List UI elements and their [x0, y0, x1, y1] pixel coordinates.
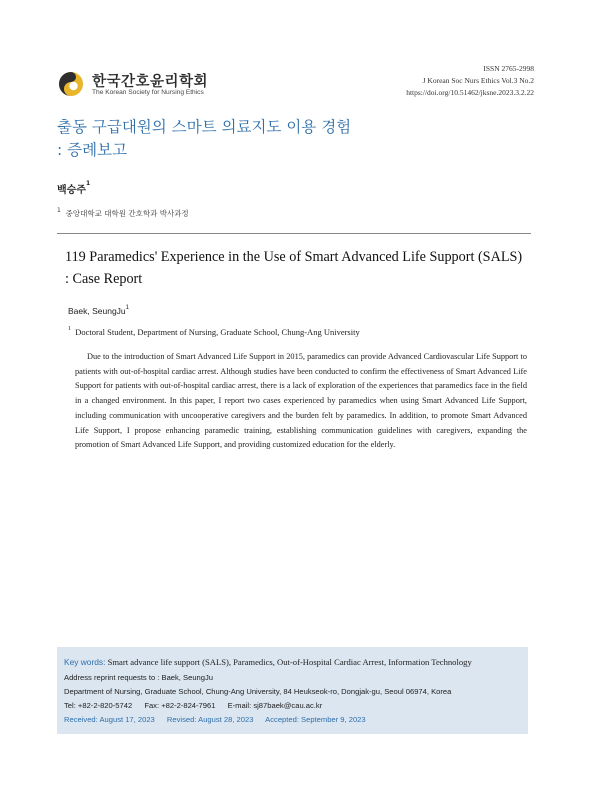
doi-link[interactable]: https://doi.org/10.51462/jksne.2023.3.2.22	[406, 88, 534, 97]
english-author-sup: 1	[125, 305, 129, 311]
english-affiliation	[68, 327, 360, 337]
section-divider	[57, 233, 531, 234]
korean-affil-text: 중앙대학교 대학원 간호학과 박사과정	[65, 209, 189, 218]
english-affil-sup: 1	[68, 326, 71, 332]
society-logo-icon	[58, 71, 84, 97]
english-title-line1: 119 Paramedics' Experience in the Use of Smart Advanced Life Support (SALS)	[65, 249, 523, 265]
email[interactable]: E-mail: sj87baek@cau.ac.kr	[227, 701, 323, 710]
issn: ISSN 2765-2998	[483, 64, 534, 73]
department-line: Department of Nursing, Graduate School, Chung-Ang University, 84 Heukseok-ro, Dongjak-gu, Seoul 06974, Korea	[64, 687, 452, 696]
korean-title	[57, 116, 351, 162]
fax: Fax: +82-2-824-7961	[144, 701, 216, 710]
journal-citation: J Korean Soc Nurs Ethics Vol.3 No.2	[422, 76, 534, 85]
korean-author-sup: 1	[85, 180, 91, 187]
keywords-label: Key words:	[64, 657, 106, 667]
revised-date: Revised: August 28, 2023	[166, 715, 254, 724]
telephone: Tel: +82-2-820-5742	[64, 701, 133, 710]
korean-affiliation	[57, 208, 189, 219]
english-author-name: Baek, SeungJu	[68, 306, 126, 316]
english-title-line2: : Case Report	[65, 271, 143, 287]
korean-title-line1: 출동 구급대원의 스마트 의료지도 이용 경험	[57, 118, 352, 136]
keywords-text: Smart advance life support (SALS), Paramedics, Out-of-Hospital Cardiac Arrest, Information Technology	[107, 657, 472, 667]
contact-line	[64, 701, 322, 710]
article-info-box	[57, 647, 528, 734]
english-affil-text: Doctoral Student, Department of Nursing, Graduate School, Chung-Ang University	[75, 327, 360, 337]
received-date: Received: August 17, 2023	[64, 715, 155, 724]
korean-title-line2: : 증례보고	[57, 141, 128, 159]
korean-author-name: 백승주	[57, 185, 86, 196]
society-name-en: The Korean Society for Nursing Ethics	[92, 89, 204, 96]
address-line: Address reprint requests to : Baek, SeungJu	[64, 673, 214, 682]
journal-meta	[406, 63, 534, 99]
dates-line	[64, 715, 366, 724]
society-name-ko: 한국간호윤리학회	[92, 74, 209, 90]
english-title	[65, 246, 535, 290]
english-author	[68, 306, 129, 316]
korean-author	[57, 181, 90, 196]
keywords	[64, 657, 472, 667]
korean-affil-sup: 1	[57, 207, 61, 214]
accepted-date: Accepted: September 9, 2023	[265, 715, 366, 724]
abstract: Due to the introduction of Smart Advanced Life Support in 2015, paramedics can provide Advanced Cardiovascular Life Support to patients with out-of-hospital cardiac arrest. Although studies have been conducted to confirm the effectiveness of Smart Advanced Life Support for patients with out-of-hospital cardiac arrest, there is a lack of exploration of the experiences that paramedics face in the field in a changed environment. In this paper, I report two cases experienced by paramedics when using Smart Advanced Life Support, including communication with uncooperative caregivers and the burden felt by paramedics. In addition, to promote Smart Advanced Life Support, I propose enhancing paramedic training, establishing communication guidelines with caregivers, expanding the promotion of Smart Advanced Life Support, and providing customized education for the elderly.	[75, 352, 527, 450]
